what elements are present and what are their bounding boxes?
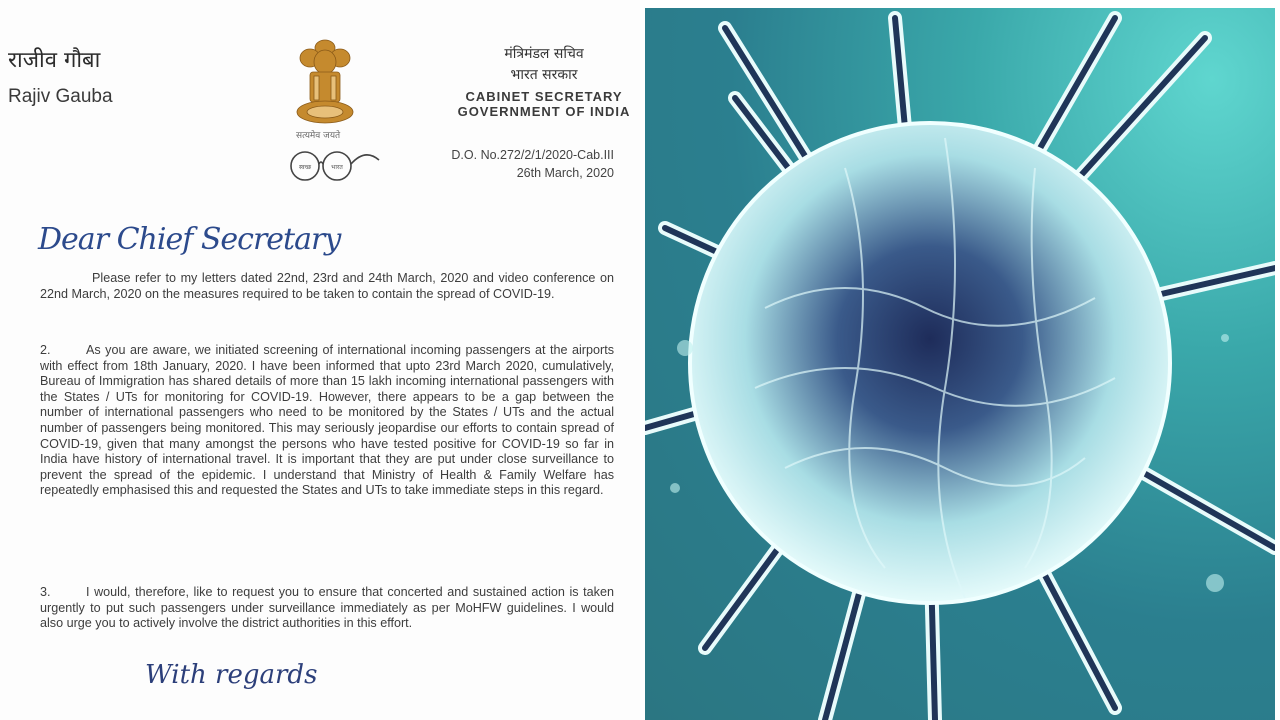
paragraph-2-number: 2. — [40, 343, 51, 357]
reference-number: D.O. No.272/2/1/2020-Cab.III — [451, 148, 614, 162]
office-block — [454, 44, 634, 119]
sender-name-english: Rajiv Gauba — [8, 86, 113, 107]
paragraph-3 — [40, 585, 614, 632]
paragraph-3-text: I would, therefore, like to request you to ensure that concerted and sustained action is taken urgently to put such passengers under surveillance immediately as per MoHFW guidelines. I would also urge you to actively involve the district authorities in this effort. — [40, 585, 614, 631]
coronavirus-icon — [645, 8, 1275, 720]
handwritten-closing: With regards — [145, 660, 318, 690]
national-emblem-icon — [290, 36, 360, 126]
sender-name-hindi: राजीव गौबा — [8, 48, 101, 73]
paragraph-2-text: As you are aware, we initiated screening of international incoming passengers at the airports with effect from 18th January, 2020. I have been informed that upto 23rd March 2020, cumulatively, Bureau of Immigration has shared details of more than 15 lakh incoming international passengers with the States / UTs for monitoring for COVID-19. However, there appears to be a gap between the number of international passengers who need to be monitored by the States / UTs and the actual number of passengers being monitored. This may seriously jeopardise our efforts to contain spread of COVID-19, given that many amongst the persons who have tested positive for COVID-19 so far in India have history of international travel. It is important that they are put under close surveillance to prevent the spread of the epidemic. I understand that Ministry of Health & Family Welfare has repeatedly emphasised this and requested the States and UTs to take immediate steps in this regard. — [40, 343, 614, 498]
emblem-motto: सत्यमेव जयते — [296, 131, 341, 141]
paragraph-1 — [40, 271, 614, 302]
swachh-bharat-logo-icon — [283, 144, 383, 188]
swachh-right-label: भारत — [331, 165, 343, 171]
paragraph-3-number: 3. — [40, 585, 51, 599]
letter-date: 26th March, 2020 — [516, 166, 614, 180]
paragraph-1-text: Please refer to my letters dated 22nd, 23rd and 24th March, 2020 and video conference on 22nd March, 2020 on the measures required to be taken to contain the spread of COVID-19. — [40, 271, 614, 301]
office-title-english: CABINET SECRETARY — [465, 89, 623, 104]
government-hindi: भारत सरकार — [510, 67, 578, 83]
office-title-hindi: मंत्रिमंडल सचिव — [504, 46, 584, 62]
government-english: GOVERNMENT OF INDIA — [457, 104, 631, 119]
reference-block — [451, 146, 614, 182]
coronavirus-image — [645, 8, 1275, 720]
swachh-left-label: स्वच्छ — [298, 165, 312, 171]
paragraph-2 — [40, 343, 614, 499]
handwritten-salutation: Dear Chief Secretary — [38, 222, 341, 257]
